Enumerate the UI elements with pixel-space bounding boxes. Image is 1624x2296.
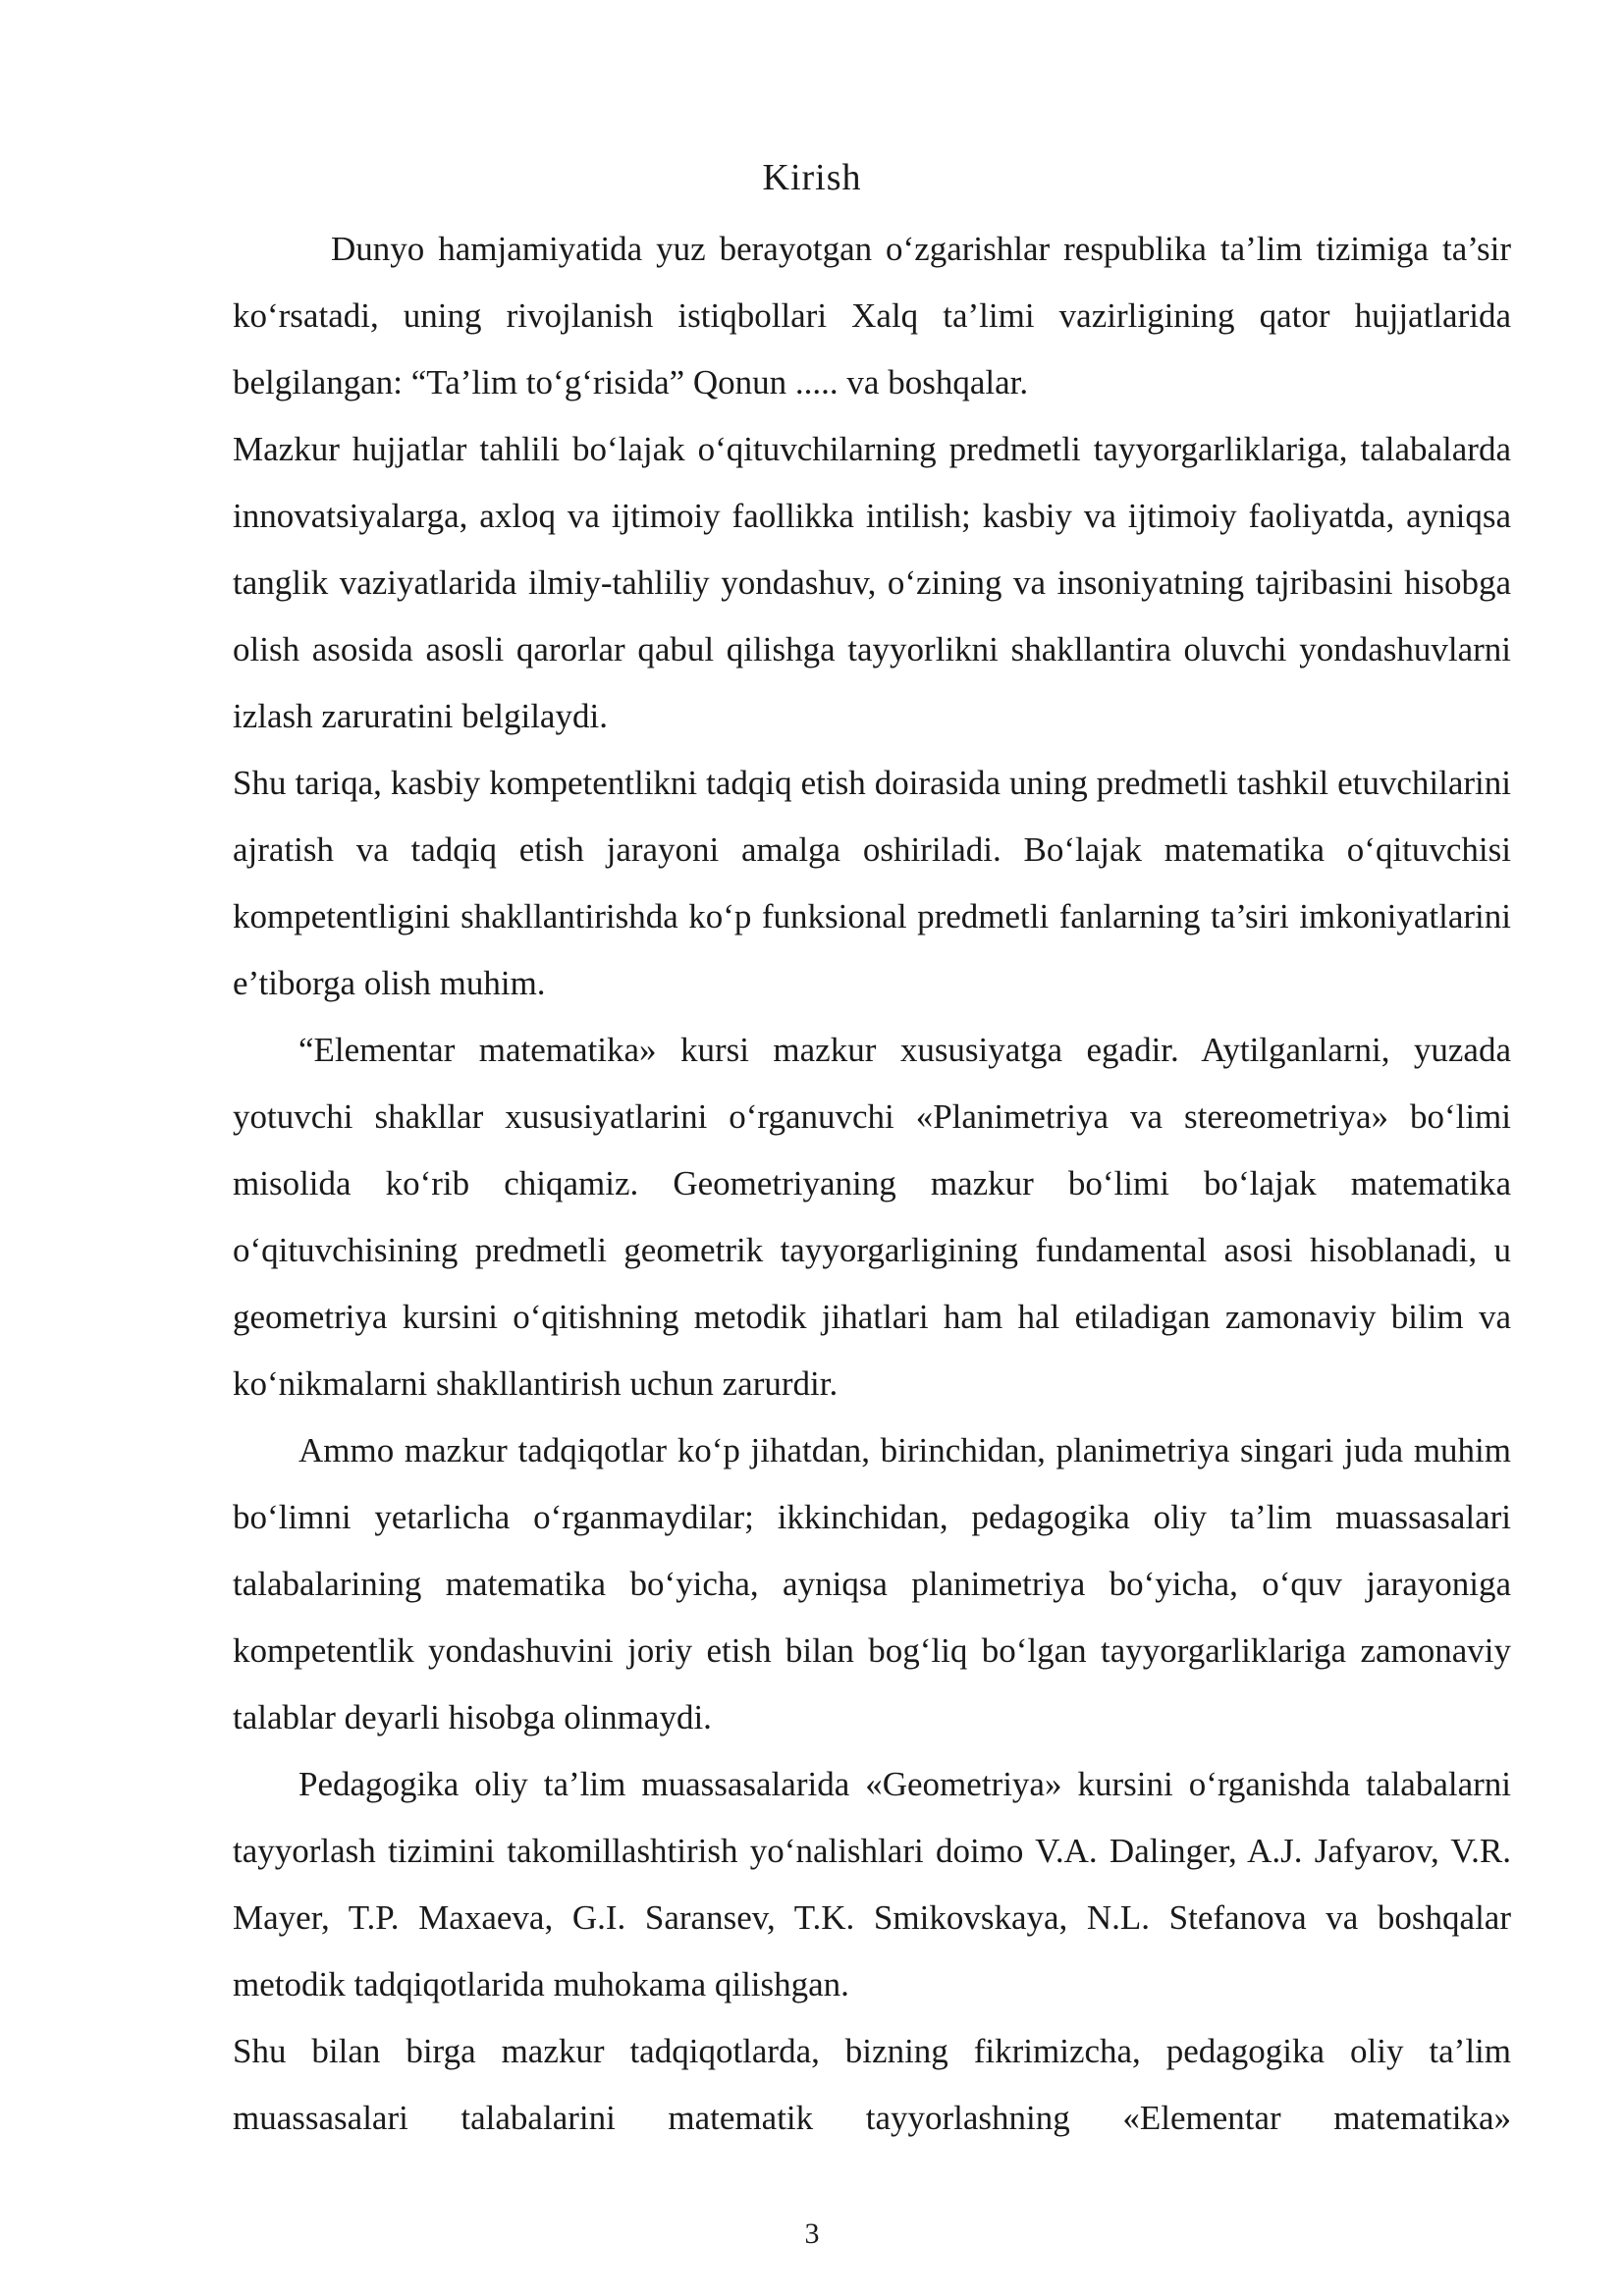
- paragraph-professional-competence: Shu tariqa, kasbiy kompetentlikni tadqiq etish doirasida uning predmetli tashkil etuvchilarini ajratish va tadqiq etish jarayoni amalga oshiriladi. Bo‘lajak matematika o‘qituvchisi kompetentligini shakllantirishda ko‘p funksional predmetli fanlarning ta’siri imkoniyatlarini e’tiborga olish muhim.: [233, 764, 1511, 1002]
- page-number: 3: [804, 2217, 820, 2250]
- paragraph-research-gaps: Ammo mazkur tadqiqotlar ko‘p jihatdan, birinchidan, planimetriya singari juda muhim bo‘limni yetarlicha o‘rganmaydilar; ikkinchidan, pedagogika oliy ta’lim muassasalari talabalarining matematika bo‘yicha, ayniqsa planimetriya bo‘yicha, o‘quv jarayoniga kompetentlik yondashuvini joriy etish bilan bog‘liq bo‘lgan tayyorgarliklariga zamonaviy talablar deyarli hisobga olinmaydi.: [233, 1431, 1511, 1736]
- paragraph-elementary-mathematics: “Elementar matematika» kursi mazkur xususiyatga egadir. Aytilganlarni, yuzada yotuvchi shakllar xususiyatlarini o‘rganuvchi «Planimetriya va stereometriya» bo‘limi misolida ko‘rib chiqamiz. Geometriyaning mazkur bo‘limi bo‘lajak matematika o‘qituvchisining predmetli geometrik tayyorgarligining fundamental asosi hisoblanadi, u geometriya kursini o‘qitishning metodik jihatlari ham hal etiladigan zamonaviy bilim va ko‘nikmalarni shakllantirish uchun zarurdir.: [233, 1031, 1511, 1403]
- page-title: Kirish: [762, 157, 862, 198]
- paragraph-documents-analysis: Mazkur hujjatlar tahlili bo‘lajak o‘qituvchilarning predmetli tayyorgarliklariga, talabalarda innovatsiyalarga, axloq va ijtimoiy faollikka intilish; kasbiy va ijtimoiy faoliyatda, ayniqsa tanglik vaziyatlarida ilmiy-tahliliy yondashuv, o‘zining va insoniyatning tajribasini hisobga olish asosida asosli qarorlar qabul qilishga tayyorlikni shakllantira oluvchi yondashuvlarni izlash zaruratini belgilaydi.: [233, 430, 1511, 735]
- paragraph-continuation: Shu bilan birga mazkur tadqiqotlarda, bizning fikrimizcha, pedagogika oliy ta’lim muassasalari talabalarini matematik tayyorlashning «Elementar matematika»: [233, 2032, 1511, 2137]
- body-text: [233, 216, 1511, 2152]
- paragraph-intro: Dunyo hamjamiyatida yuz berayotgan o‘zgarishlar respublika ta’lim tizimiga ta’sir ko‘rsatadi, uning rivojlanish istiqbollari Xalq ta’limi vazirligining qator hujjatlarida belgilangan: “Ta’lim to‘g‘risida” Qonun ..... va boshqalar.: [233, 230, 1511, 401]
- paragraph-methodical-research: Pedagogika oliy ta’lim muassasalarida «Geometriya» kursini o‘rganishda talabalarni tayyorlash tizimini takomillashtirish yo‘nalishlari doimo V.A. Dalinger, A.J. Jafyarov, V.R. Mayer, T.P. Maxaeva, G.I. Saransev, T.K. Smikovskaya, N.L. Stefanova va boshqalar metodik tadqiqotlarida muhokama qilishgan.: [233, 1765, 1511, 2003]
